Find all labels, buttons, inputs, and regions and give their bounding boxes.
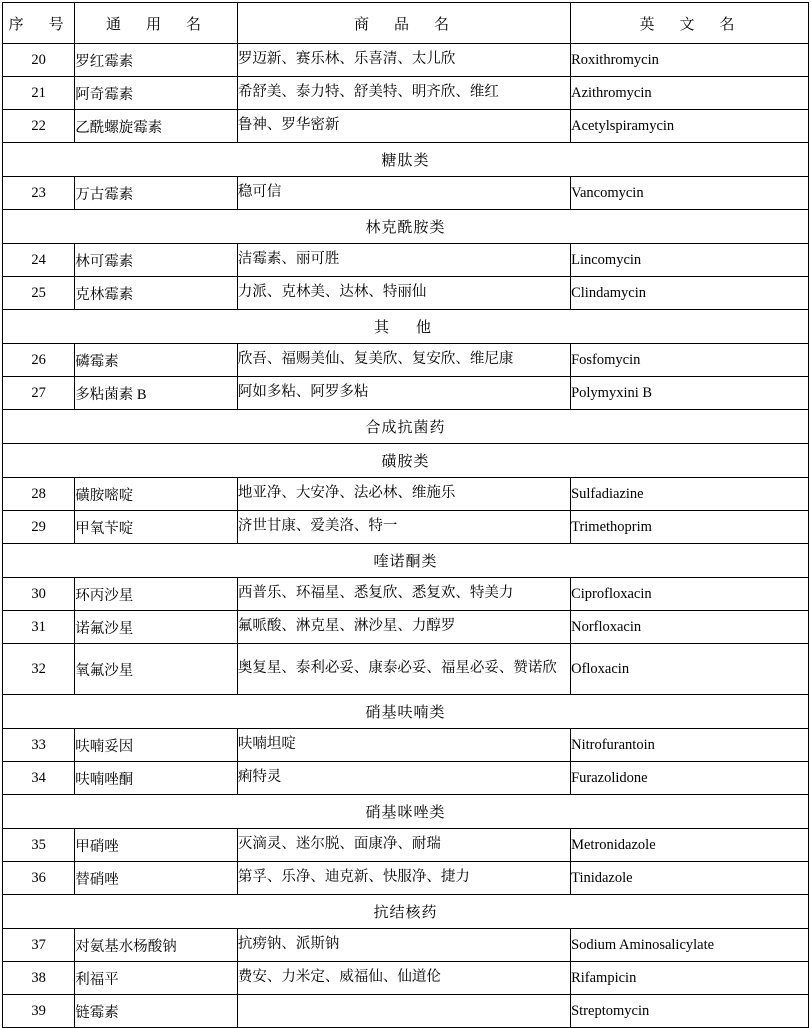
section-header-row — [3, 895, 809, 929]
cell-english-name: Norfloxacin — [571, 611, 809, 644]
cell-trade-name: 西普乐、环福星、悉复欣、悉复欢、特美力 — [237, 578, 570, 611]
table-row — [3, 611, 809, 644]
cell-english-name: Azithromycin — [571, 77, 809, 110]
column-header-generic: 通 用 名 — [75, 3, 238, 44]
cell-trade-name: 稳可信 — [237, 177, 570, 210]
drug-name-table — [2, 2, 809, 1028]
table-row — [3, 511, 809, 544]
section-header-row — [3, 544, 809, 578]
table-row — [3, 762, 809, 795]
cell-trade-name: 罗迈新、赛乐林、乐喜清、太儿欣 — [237, 44, 570, 77]
section-label: 硝基咪唑类 — [3, 795, 809, 829]
cell-generic-name: 磷霉素 — [75, 344, 238, 377]
cell-trade-name: 洁霉素、丽可胜 — [237, 244, 570, 277]
section-header-row — [3, 210, 809, 244]
cell-generic-name: 对氨基水杨酸钠 — [75, 929, 238, 962]
cell-trade-name — [237, 995, 570, 1028]
table-row — [3, 829, 809, 862]
cell-english-name: Lincomycin — [571, 244, 809, 277]
cell-generic-name: 诺氟沙星 — [75, 611, 238, 644]
cell-trade-name: 力派、克林美、达林、特丽仙 — [237, 277, 570, 310]
table-header-row — [3, 3, 809, 44]
cell-english-name: Clindamycin — [571, 277, 809, 310]
section-header-row — [3, 310, 809, 344]
cell-index: 34 — [3, 762, 75, 795]
cell-trade-name: 希舒美、泰力特、舒美特、明齐欣、维红 — [237, 77, 570, 110]
cell-generic-name: 罗红霉素 — [75, 44, 238, 77]
table-row — [3, 110, 809, 143]
cell-trade-name: 第孚、乐净、迪克新、快服净、捷力 — [237, 862, 570, 895]
cell-english-name: Trimethoprim — [571, 511, 809, 544]
cell-index: 38 — [3, 962, 75, 995]
cell-trade-name: 呋喃坦啶 — [237, 729, 570, 762]
cell-generic-name: 利福平 — [75, 962, 238, 995]
cell-trade-name: 奥复星、泰利必妥、康泰必妥、福星必妥、赞诺欣 — [237, 644, 570, 695]
cell-generic-name: 氧氟沙星 — [75, 644, 238, 695]
cell-generic-name: 万古霉素 — [75, 177, 238, 210]
table-row — [3, 344, 809, 377]
cell-generic-name: 甲氧苄啶 — [75, 511, 238, 544]
cell-generic-name: 乙酰螺旋霉素 — [75, 110, 238, 143]
section-header-row — [3, 143, 809, 177]
section-header-row — [3, 795, 809, 829]
cell-generic-name: 呋喃唑酮 — [75, 762, 238, 795]
cell-generic-name: 磺胺嘧啶 — [75, 478, 238, 511]
table-row — [3, 244, 809, 277]
cell-generic-name: 克林霉素 — [75, 277, 238, 310]
cell-generic-name: 替硝唑 — [75, 862, 238, 895]
cell-english-name: Streptomycin — [571, 995, 809, 1028]
table-row — [3, 377, 809, 410]
cell-english-name: Ofloxacin — [571, 644, 809, 695]
cell-trade-name: 鲁神、罗华密新 — [237, 110, 570, 143]
cell-english-name: Acetylspiramycin — [571, 110, 809, 143]
table-row — [3, 862, 809, 895]
cell-index: 33 — [3, 729, 75, 762]
section-label: 合成抗菌药 — [3, 410, 809, 444]
cell-index: 23 — [3, 177, 75, 210]
cell-english-name: Sodium Aminosalicylate — [571, 929, 809, 962]
cell-index: 29 — [3, 511, 75, 544]
column-header-no: 序 号 — [3, 3, 75, 44]
section-label: 硝基呋喃类 — [3, 695, 809, 729]
cell-english-name: Nitrofurantoin — [571, 729, 809, 762]
table-row — [3, 729, 809, 762]
section-label: 抗结核药 — [3, 895, 809, 929]
cell-generic-name: 甲硝唑 — [75, 829, 238, 862]
cell-trade-name: 济世甘康、爱美洛、特一 — [237, 511, 570, 544]
cell-trade-name: 地亚净、大安净、法必林、维施乐 — [237, 478, 570, 511]
cell-index: 39 — [3, 995, 75, 1028]
table-row — [3, 644, 809, 695]
cell-index: 20 — [3, 44, 75, 77]
cell-english-name: Metronidazole — [571, 829, 809, 862]
cell-trade-name: 费安、力米定、威福仙、仙道伦 — [237, 962, 570, 995]
cell-index: 37 — [3, 929, 75, 962]
cell-index: 36 — [3, 862, 75, 895]
cell-index: 28 — [3, 478, 75, 511]
cell-english-name: Rifampicin — [571, 962, 809, 995]
cell-index: 24 — [3, 244, 75, 277]
section-header-row — [3, 444, 809, 478]
cell-index: 35 — [3, 829, 75, 862]
cell-index: 25 — [3, 277, 75, 310]
cell-generic-name: 呋喃妥因 — [75, 729, 238, 762]
cell-generic-name: 环丙沙星 — [75, 578, 238, 611]
table-row — [3, 578, 809, 611]
table-row — [3, 478, 809, 511]
cell-generic-name: 链霉素 — [75, 995, 238, 1028]
table-row — [3, 77, 809, 110]
table-row — [3, 995, 809, 1028]
cell-english-name: Fosfomycin — [571, 344, 809, 377]
cell-index: 27 — [3, 377, 75, 410]
cell-index: 26 — [3, 344, 75, 377]
cell-index: 30 — [3, 578, 75, 611]
table-row — [3, 277, 809, 310]
section-header-row — [3, 410, 809, 444]
section-label: 林克酰胺类 — [3, 210, 809, 244]
cell-trade-name: 抗痨钠、派斯钠 — [237, 929, 570, 962]
table-body — [3, 3, 809, 1028]
column-header-trade: 商 品 名 — [237, 3, 570, 44]
section-header-row — [3, 695, 809, 729]
cell-trade-name: 阿如多粘、阿罗多粘 — [237, 377, 570, 410]
cell-generic-name: 阿奇霉素 — [75, 77, 238, 110]
cell-index: 21 — [3, 77, 75, 110]
cell-trade-name: 欣吾、福赐美仙、复美欣、复安欣、维尼康 — [237, 344, 570, 377]
cell-english-name: Furazolidone — [571, 762, 809, 795]
cell-trade-name: 灭滴灵、迷尔脱、面康净、耐瑞 — [237, 829, 570, 862]
cell-index: 32 — [3, 644, 75, 695]
section-label: 喹诺酮类 — [3, 544, 809, 578]
cell-generic-name: 多粘菌素 B — [75, 377, 238, 410]
cell-english-name: Roxithromycin — [571, 44, 809, 77]
column-header-english: 英 文 名 — [571, 3, 809, 44]
section-label: 其 他 — [3, 310, 809, 344]
cell-english-name: Ciprofloxacin — [571, 578, 809, 611]
cell-trade-name: 氟哌酸、淋克星、淋沙星、力醇罗 — [237, 611, 570, 644]
cell-trade-name: 痢特灵 — [237, 762, 570, 795]
table-row — [3, 929, 809, 962]
cell-english-name: Vancomycin — [571, 177, 809, 210]
table-row — [3, 44, 809, 77]
cell-generic-name: 林可霉素 — [75, 244, 238, 277]
table-row — [3, 962, 809, 995]
table-row — [3, 177, 809, 210]
cell-english-name: Tinidazole — [571, 862, 809, 895]
section-label: 糖肽类 — [3, 143, 809, 177]
cell-english-name: Sulfadiazine — [571, 478, 809, 511]
cell-index: 22 — [3, 110, 75, 143]
cell-english-name: Polymyxini B — [571, 377, 809, 410]
section-label: 磺胺类 — [3, 444, 809, 478]
cell-index: 31 — [3, 611, 75, 644]
